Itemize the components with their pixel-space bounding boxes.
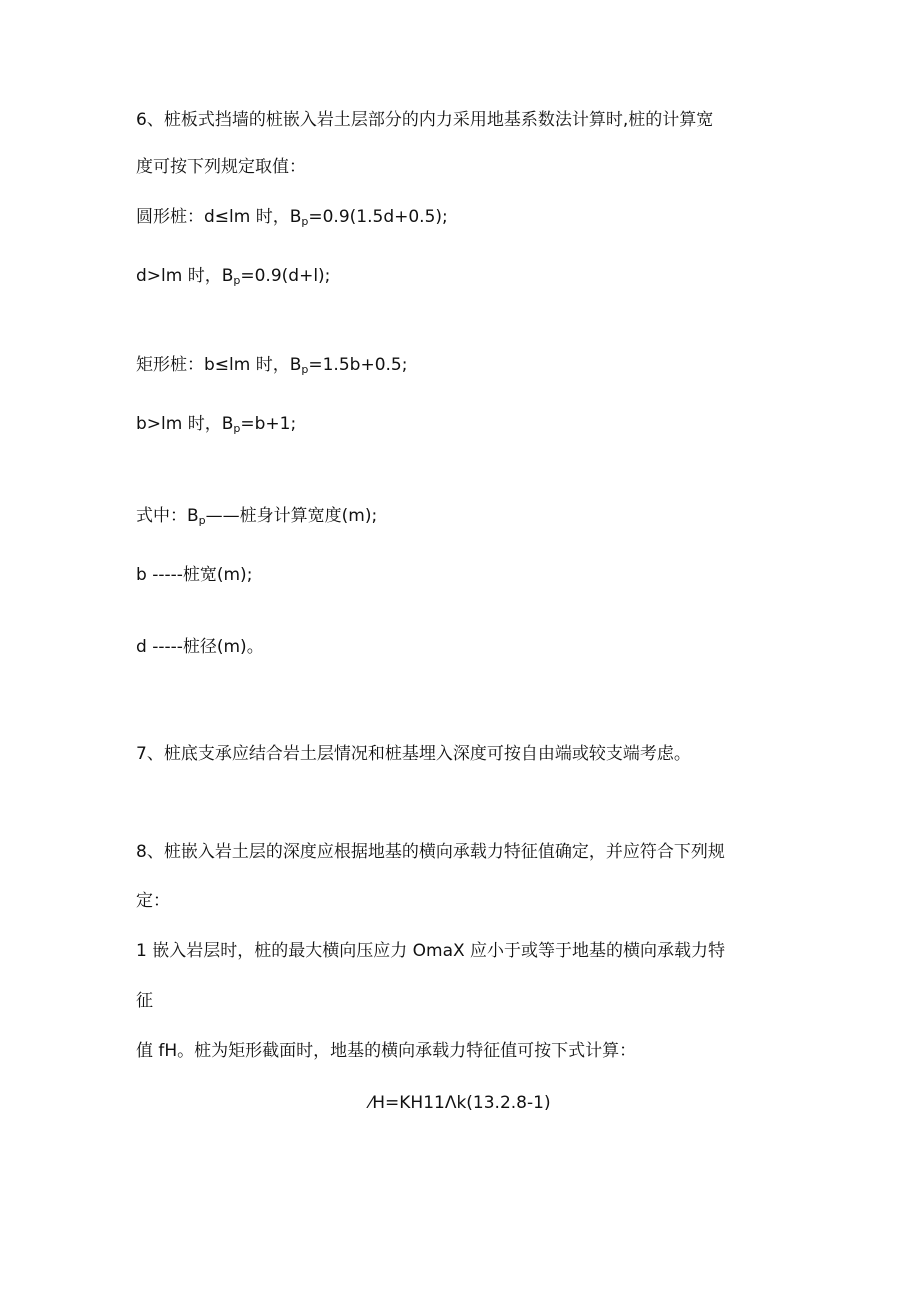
subscript-p: p [301,363,309,376]
round-pile-rule1-prefix: 圆形桩：d≤lm 时，B [136,207,302,227]
round-pile-rule1 [136,206,448,228]
subscript-p: p [233,274,241,287]
round-pile-rule2-cond: d>lm 时，B [136,266,234,286]
round-pile-rule2 [136,265,330,287]
rect-pile-formula1: =1.5b+0.5; [308,355,408,375]
round-pile-formula1: =0.9(1.5d+0.5); [308,207,448,227]
subscript-p: p [233,422,241,435]
where-prefix: 式中：B [136,506,199,526]
item6-line2: 度可按下列规定取值： [136,157,306,177]
bp-definition: ——桩身计算宽度(m); [205,506,378,526]
item7: 7、桩底支承应结合岩土层情况和桩基埋入深度可按自由端或较支端考虑。 [136,744,691,764]
rect-pile-rule2-cond: b>lm 时，B [136,414,234,434]
equation-13-2-8-1: ⁄H=KH11Λk(13.2.8-1) [369,1093,551,1113]
rect-pile-rule2 [136,413,296,435]
rect-pile-formula2: =b+1; [240,414,297,434]
subscript-p: p [301,215,309,228]
item6-line1: 6、桩板式挡墙的桩嵌入岩土层部分的内力采用地基系数法计算时,桩的计算宽 [136,110,714,130]
rect-pile-rule1-prefix: 矩形桩：b≤lm 时，B [136,355,302,375]
clause1-line3: 值 fH。桩为矩形截面时，地基的横向承载力特征值可按下式计算： [136,1041,637,1061]
b-definition: b -----桩宽(m); [136,565,253,585]
subscript-p: p [198,514,206,527]
round-pile-formula2: =0.9(d+l); [240,266,331,286]
d-definition: d -----桩径(m)。 [136,637,264,657]
clause1-line1: 1 嵌入岩层时，桩的最大横向压应力 OmaX 应小于或等于地基的横向承载力特 [136,941,726,961]
clause1-line2: 征 [136,991,153,1011]
rect-pile-rule1 [136,354,407,376]
item8-line2: 定： [136,891,170,911]
where-bp-definition [136,505,377,527]
item8-line1: 8、桩嵌入岩土层的深度应根据地基的横向承载力特征值确定，并应符合下列规 [136,842,725,862]
